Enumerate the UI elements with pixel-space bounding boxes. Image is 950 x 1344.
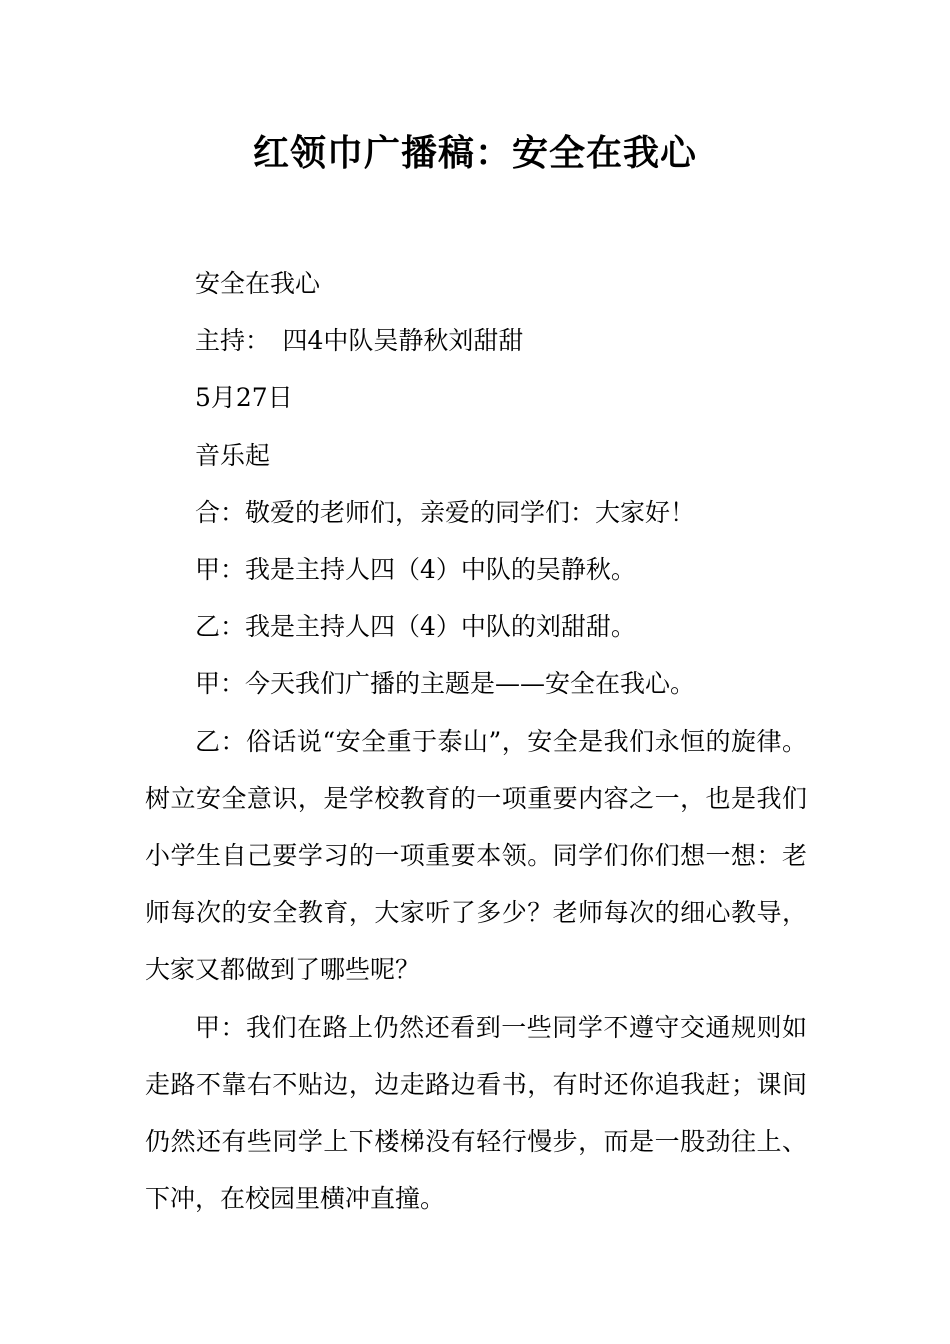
paragraph-hosts: 主持： 四4中队吴静秋刘甜甜 — [195, 326, 524, 356]
paragraph-heading: 安全在我心 — [195, 269, 321, 298]
paragraph-speech-a: 甲：我们在路上仍然还看到一些同学不遵守交通规则如走路不靠右不贴边，边走路边看书，有时还你追我赶；课间仍然还有些同学上下楼梯没有轻行慢步，而是一股劲往上、下冲，在校园里横冲直撞。 — [145, 1012, 807, 1214]
paragraph-greeting: 合：敬爱的老师们，亲爱的同学们：大家好！ — [195, 497, 696, 527]
paragraph-music-cue: 音乐起 — [195, 440, 271, 470]
paragraph-host-b-intro: 乙：我是主持人四（4）中队的刘甜甜。 — [195, 612, 636, 642]
paragraph-theme: 甲：今天我们广播的主题是——安全在我心。 — [195, 669, 696, 699]
paragraph-date: 5月27日 — [195, 383, 293, 413]
paragraph-host-a-intro: 甲：我是主持人四（4）中队的吴静秋。 — [195, 555, 636, 585]
document-title: 红领巾广播稿：安全在我心 — [252, 132, 697, 174]
document-body — [145, 255, 807, 1227]
paragraph-speech-b: 乙：俗话说“安全重于泰山”，安全是我们永恒的旋律。树立安全意识，是学校教育的一项重要内容之一，也是我们小学生自己要学习的一项重要本领。同学们你们想一想：老师每次的安全教育，大家听了多少？老师每次的细心教导，大家又都做到了哪些呢？ — [145, 726, 807, 985]
